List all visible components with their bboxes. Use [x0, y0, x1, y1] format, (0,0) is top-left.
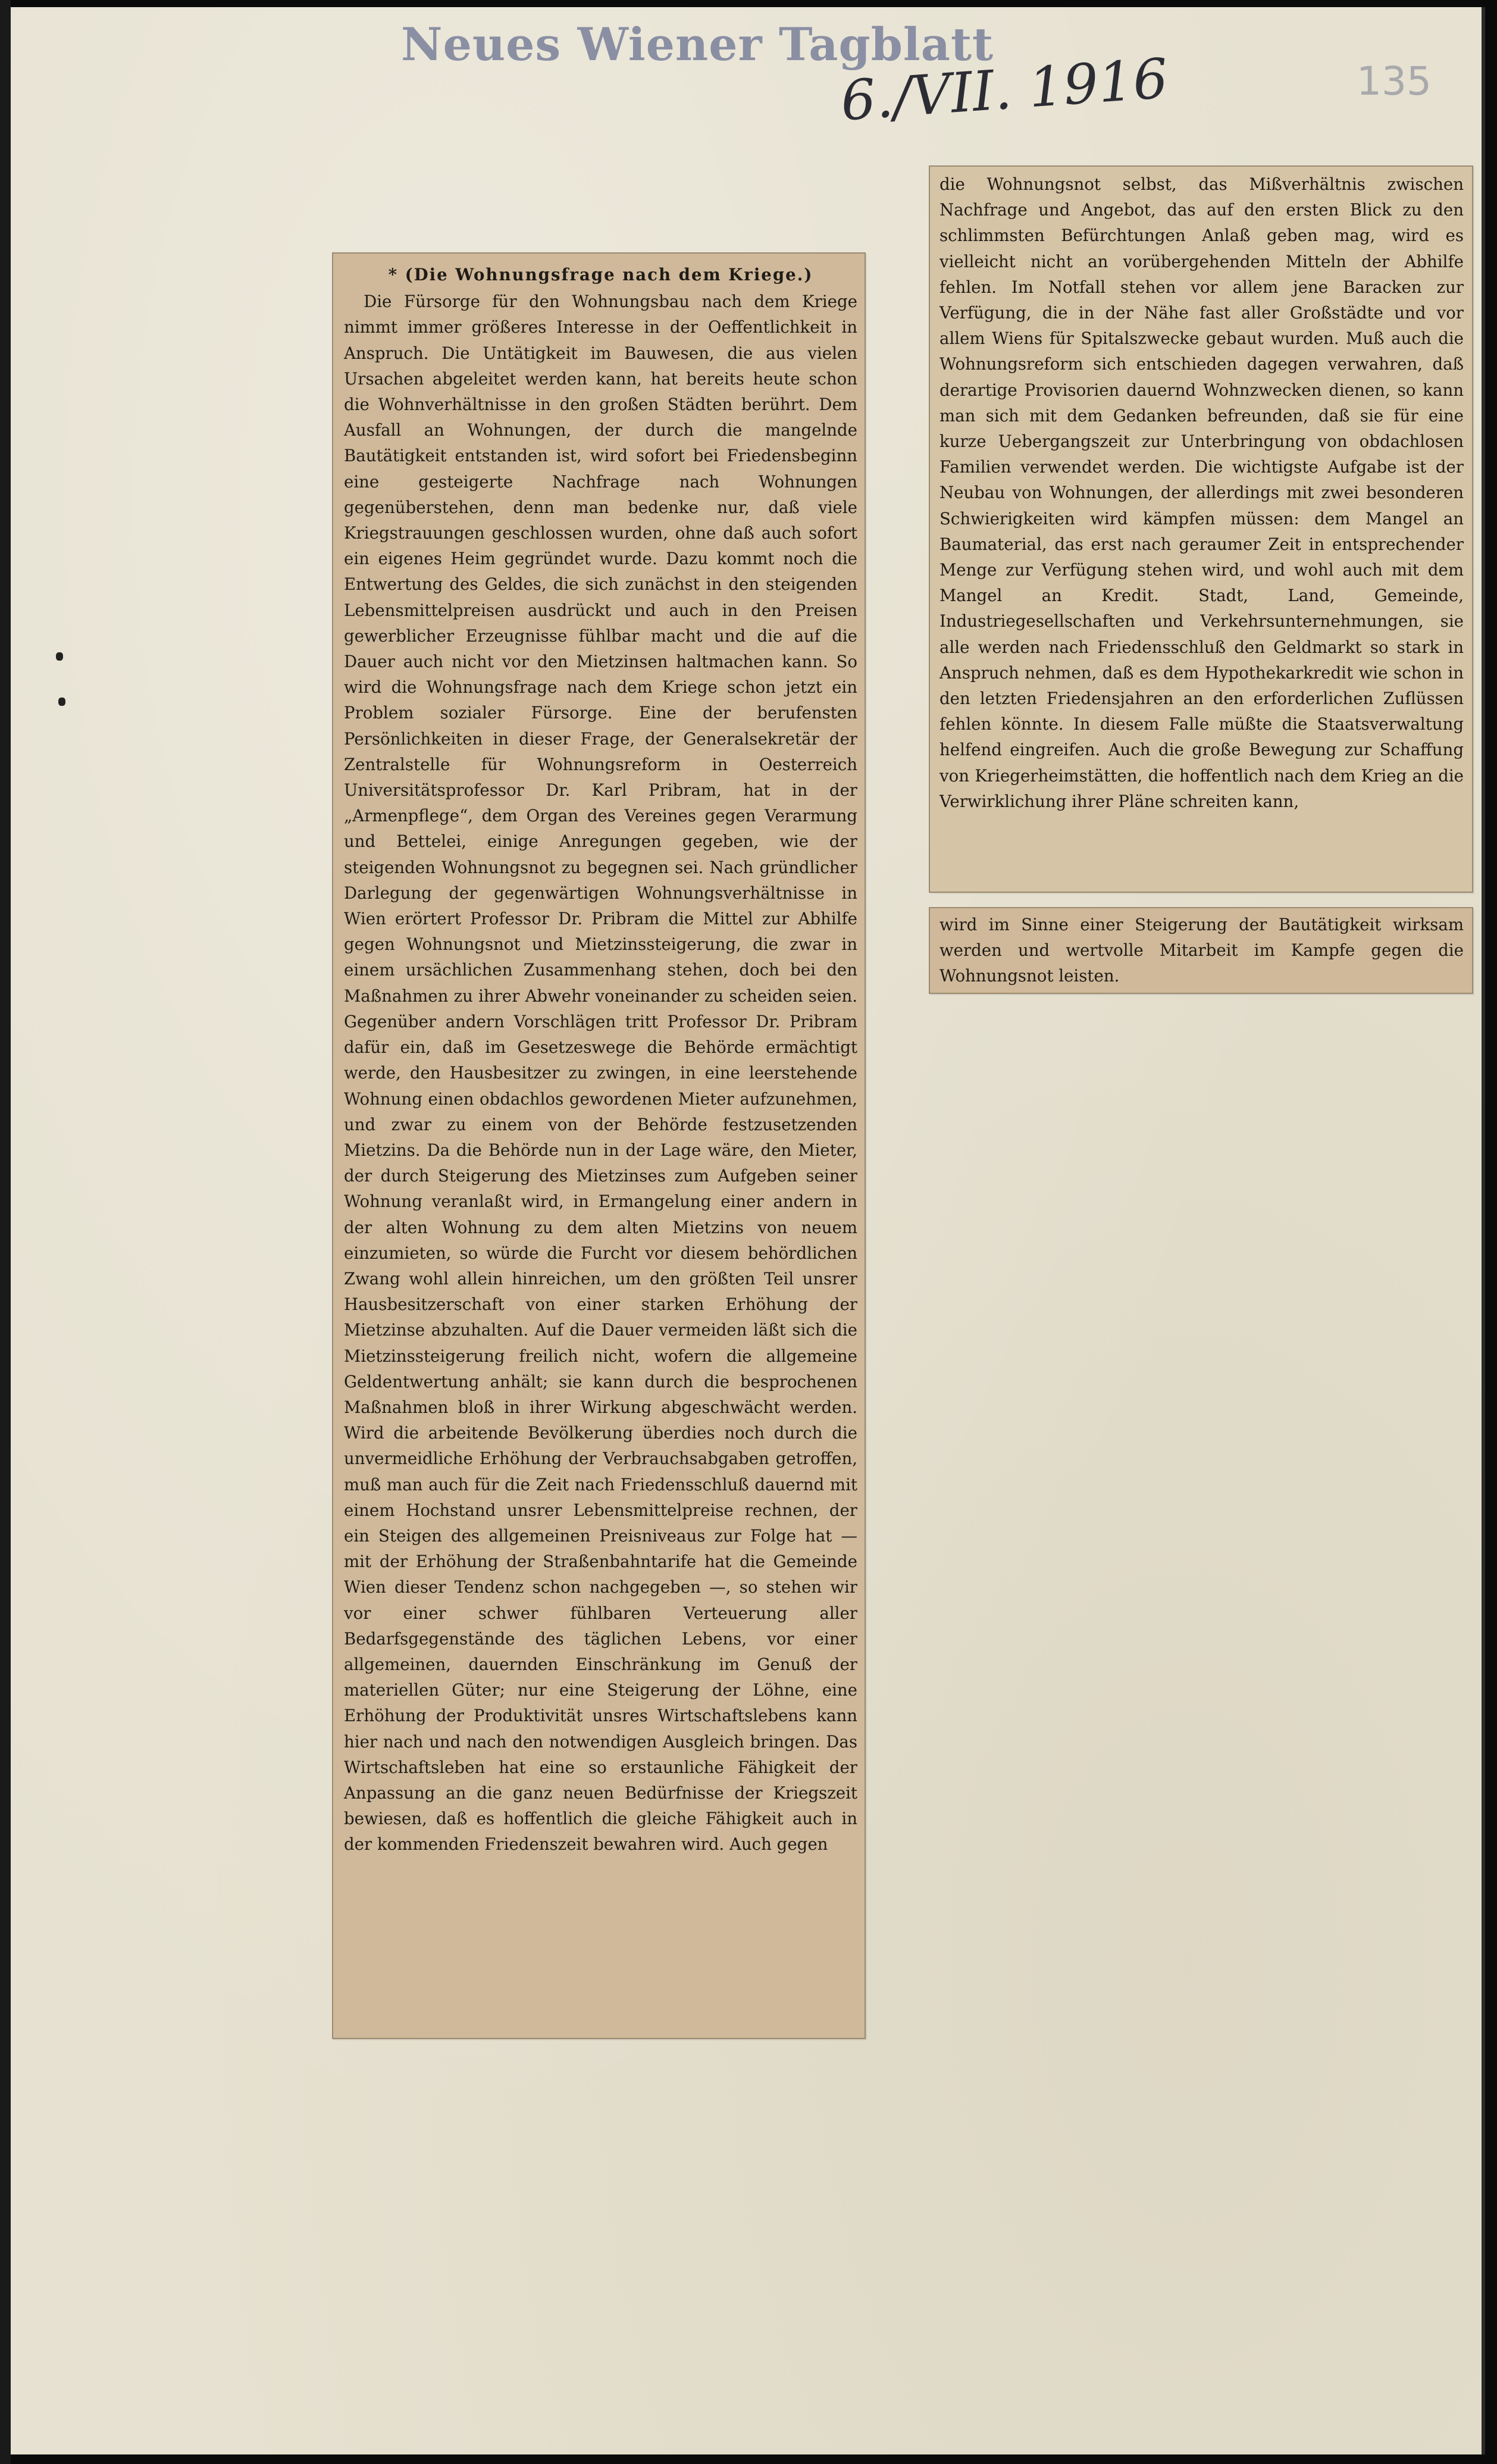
- page-number: 135: [1357, 58, 1432, 104]
- article-body-right: die Wohnungsnot selbst, das Mißverhältnis zwischen Nachfrage und Angebot, das auf den ersten Blick zu den schlimmsten Befürchtungen Anlaß geben mag, wird es vielleicht nicht an vorübergehenden Mitteln der Abhilfe fehlen. Im Notfall stehen vor allem jene Baracken zur Verfügung, die in der Nähe fast aller Großstädte und vor allem Wiens für Spitalszwecke gebaut wurden. Muß auch die Wohnungsreform sich entschieden dagegen verwahren, daß derartige Provisorien dauernd Wohnzwecken dienen, so kann man sich mit dem Gedanken befreunden, daß sie für eine kurze Uebergangszeit zur Unterbringung von obdachlosen Familien verwendet werden. Die wichtigste Aufgabe ist der Neubau von Wohnungen, der allerdings mit zwei besonderen Schwierigkeiten wird kämpfen müssen: dem Mangel an Baumaterial, das erst nach geraumer Zeit in entsprechender Menge zur Verfügung stehen wird, und wohl auch mit dem Mangel an Kredit. Stadt, Land, Gemeinde, Industriegesellschaften und Verkehrsunternehmungen, sie alle werden nach Friedensschluß den Geldmarkt so stark in Anspruch nehmen, daß es dem Hypothekarkredit wie schon in den letzten Friedensjahren an den erforderlichen Zuflüssen fehlen könnte. In diesem Falle müßte die Staatsverwaltung helfend eingreifen. Auch die große Bewegung zur Schaffung von Kriegerheimstätten, die hoffentlich nach dem Krieg an die Verwirklichung ihrer Pläne schreiten kann,: [939, 174, 1464, 811]
- handwritten-date: 6./VII. 1916: [838, 46, 1170, 133]
- punch-hole-icon: [56, 652, 63, 661]
- article-clipping-continuation: [929, 907, 1473, 994]
- article-body-left: Die Fürsorge für den Wohnungsbau nach dem Kriege nimmt immer größeres Interesse in der Oeffentlichkeit in Anspruch. Die Untätigkeit im Bauwesen, die aus vielen Ursachen abgeleitet werden kann, hat bereits heute schon die Wohnverhältnisse in den großen Städten berührt. Dem Ausfall an Wohnungen, der durch die mangelnde Bautätigkeit entstanden ist, wird sofort bei Friedensbeginn eine gesteigerte Nachfrage nach Wohnungen gegenüberstehen, denn man bedenke nur, daß viele Kriegstrauungen geschlossen wurden, ohne daß auch sofort ein eigenes Heim gegründet wurde. Dazu kommt noch die Entwertung des Geldes, die sich zunächst in den steigenden Lebensmittelpreisen ausdrückt und auch in den Preisen gewerblicher Erzeugnisse fühlbar macht und die auf die Dauer auch nicht vor den Mietzinsen haltmachen kann. So wird die Wohnungsfrage nach dem Kriege schon jetzt ein Problem sozialer Fürsorge. Eine der berufensten Persönlichkeiten in dieser Frage, der Generalsekretär der Zentralstelle für Wohnungsreform in Oesterreich Universitätsprofessor Dr. Karl Pribram, hat in der „Armenpflege“, dem Organ des Vereines gegen Verarmung und Bettelei, einige Anregungen gegeben, wie der steigenden Wohnungsnot zu begegnen sei. Nach gründlicher Darlegung der gegenwärtigen Wohnungsverhältnisse in Wien erörtert Professor Dr. Pribram die Mittel zur Abhilfe gegen Wohnungsnot und Mietzinssteigerung, die zwar in einem ursächlichen Zusammenhang stehen, doch bei den Maßnahmen zu ihrer Abwehr voneinander zu scheiden seien. Gegenüber andern Vorschlägen tritt Professor Dr. Pribram dafür ein, daß im Gesetzeswege die Behörde ermächtigt werde, den Hausbesitzer zu zwingen, in eine leerstehende Wohnung einen obdachlos gewordenen Mieter aufzunehmen, und zwar zu einem von der Behörde festzusetzenden Mietzins. Da die Behörde nun in der Lage wäre, den Mieter, der durch Steigerung des Mietzinses zum Aufgeben seiner Wohnung veranlaßt wird, in Ermangelung einer andern in der alten Wohnung zu dem alten Mietzins von neuem einzumieten, so würde die Furcht vor diesem behördlichen Zwang wohl allein hinreichen, um den größten Teil unsrer Hausbesitzerschaft von einer starken Erhöhung der Mietzinse abzuhalten. Auf die Dauer vermeiden läßt sich die Mietzinssteigerung freilich nicht, wofern die allgemeine Geldentwertung anhält; sie kann durch die besprochenen Maßnahmen bloß in ihrer Wirkung abgeschwächt werden. Wird die arbeitende Bevölkerung überdies noch durch die unvermeidliche Erhöhung der Verbrauchsabgaben getroffen, muß man auch für die Zeit nach Friedensschluß dauernd mit einem Hochstand unsrer Lebensmittelpreise rechnen, der ein Steigen des allgemeinen Preisniveaus zur Folge hat — mit der Erhöhung der Straßenbahntarife hat die Gemeinde Wien dieser Tendenz schon nachgegeben —, so stehen wir vor einer schwer fühlbaren Verteuerung aller Bedarfsgegenstände des täglichen Lebens, vor einer allgemeinen, dauernden Einschränkung im Genuß der materiellen Güter; nur eine Steigerung der Löhne, eine Erhöhung der Produktivität unsres Wirtschaftslebens kann hier nach und nach den notwendigen Ausgleich bringen. Das Wirtschaftsleben hat eine so erstaunliche Fähigkeit der Anpassung an die ganz neuen Bedürfnisse der Kriegszeit bewiesen, daß es hoffentlich die gleiche Fähigkeit auch in der kommenden Friedenszeit bewahren wird. Auch gegen: [344, 292, 857, 1855]
- article-clipping-left: [332, 252, 866, 2039]
- punch-hole-icon: [58, 698, 65, 706]
- article-body-continuation: wird im Sinne einer Steigerung der Bautätigkeit wirksam werden und wertvolle Mitarbeit im Kampfe gegen die Wohnungsnot leisten.: [939, 915, 1464, 986]
- article-clipping-right: [929, 165, 1473, 893]
- newspaper-name-stamp: Neues Wiener Tagblatt: [401, 18, 994, 71]
- article-title: * (Die Wohnungsfrage nach dem Kriege.): [388, 265, 813, 284]
- scan-border: [0, 0, 11, 2464]
